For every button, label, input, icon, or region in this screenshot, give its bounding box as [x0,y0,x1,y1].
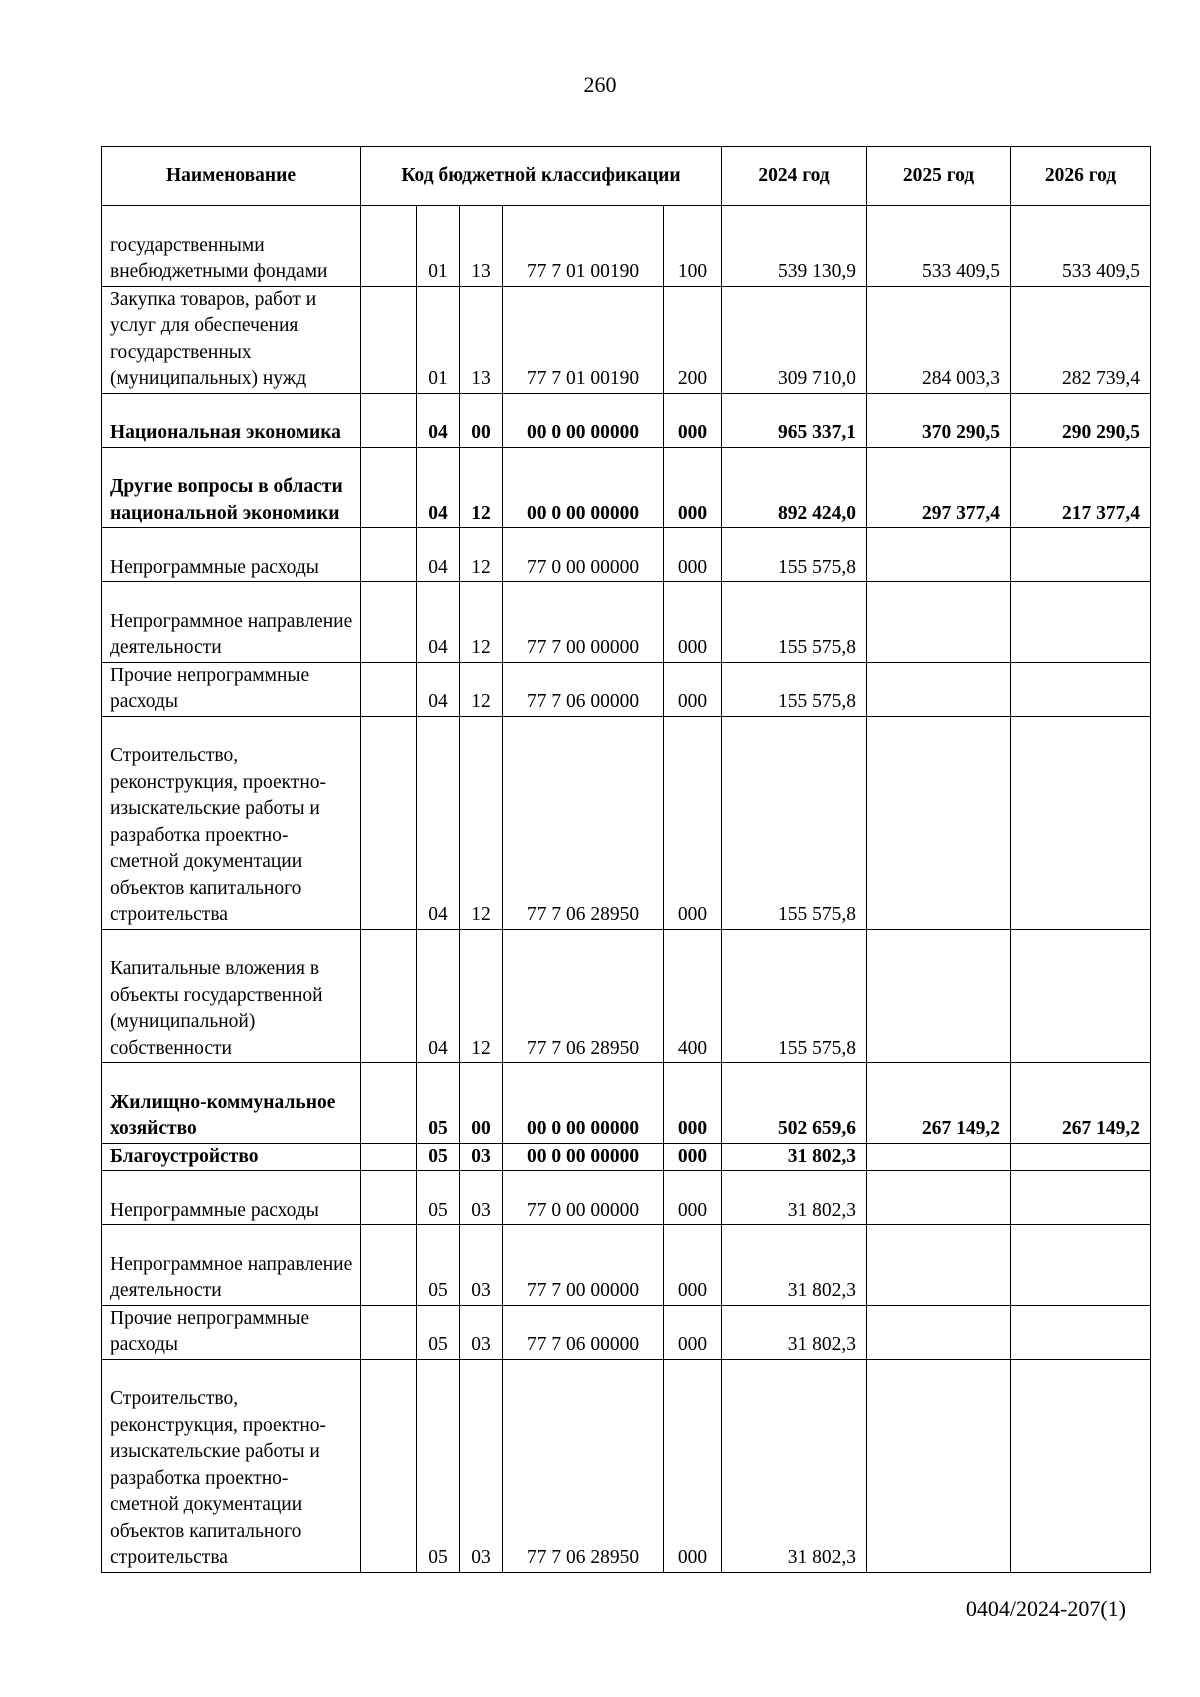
row-target-article: 77 7 06 00000 [503,662,664,716]
row-target-article: 77 7 01 00190 [503,286,664,393]
row-section-code: 05 [417,1143,460,1171]
row-amount-2025: 533 409,5 [867,206,1011,287]
row-subsection-code: 13 [460,286,503,393]
row-blank-cell [361,1063,417,1144]
row-amount-2024: 539 130,9 [722,206,867,287]
row-amount-2025 [867,1143,1011,1171]
table-row [102,1225,1151,1306]
table-row [102,929,1151,1063]
row-amount-2026: 533 409,5 [1011,206,1151,287]
row-expense-type: 000 [664,447,722,528]
row-target-article: 77 7 00 00000 [503,582,664,663]
row-target-article: 00 0 00 00000 [503,393,664,447]
row-amount-2026 [1011,1359,1151,1572]
row-amount-2024: 155 575,8 [722,582,867,663]
row-blank-cell [361,1305,417,1359]
row-section-code: 05 [417,1305,460,1359]
row-target-article: 77 7 06 28950 [503,1359,664,1572]
row-target-article: 77 7 00 00000 [503,1225,664,1306]
row-subsection-code: 00 [460,393,503,447]
row-target-article: 77 7 06 28950 [503,929,664,1063]
row-expense-type: 000 [664,1225,722,1306]
row-amount-2024: 31 802,3 [722,1359,867,1572]
row-section-code: 04 [417,582,460,663]
row-blank-cell [361,286,417,393]
row-amount-2025 [867,662,1011,716]
row-amount-2026 [1011,1171,1151,1225]
row-amount-2025 [867,1359,1011,1572]
row-expense-type: 000 [664,1063,722,1144]
row-name: Прочие непрограммные расходы [102,662,361,716]
row-amount-2026: 290 290,5 [1011,393,1151,447]
row-name: Другие вопросы в области национальной экономики [102,447,361,528]
row-amount-2026 [1011,662,1151,716]
row-amount-2024: 155 575,8 [722,929,867,1063]
row-name: государственными внебюджетными фондами [102,206,361,287]
row-amount-2025 [867,716,1011,929]
row-amount-2024: 31 802,3 [722,1305,867,1359]
row-amount-2024: 309 710,0 [722,286,867,393]
row-amount-2026 [1011,929,1151,1063]
table-row [102,393,1151,447]
table-row [102,528,1151,582]
header-2025: 2025 год [867,147,1011,206]
row-name: Закупка товаров, работ и услуг для обеспечения государственных (муниципальных) нужд [102,286,361,393]
row-subsection-code: 12 [460,528,503,582]
table-row [102,1063,1151,1144]
row-section-code: 04 [417,528,460,582]
row-target-article: 77 7 06 00000 [503,1305,664,1359]
row-section-code: 05 [417,1171,460,1225]
row-name: Непрограммные расходы [102,1171,361,1225]
row-blank-cell [361,206,417,287]
row-subsection-code: 12 [460,582,503,663]
row-blank-cell [361,1225,417,1306]
row-name: Строительство, реконструкция, проектно-изыскательские работы и разработка проектно-сметной документации объектов капитального строительства [102,716,361,929]
row-amount-2024: 31 802,3 [722,1225,867,1306]
row-amount-2025 [867,929,1011,1063]
header-code: Код бюджетной классификации [361,147,722,206]
table-row [102,447,1151,528]
row-expense-type: 000 [664,393,722,447]
row-section-code: 04 [417,662,460,716]
row-subsection-code: 12 [460,447,503,528]
row-amount-2026 [1011,1143,1151,1171]
row-target-article: 00 0 00 00000 [503,1063,664,1144]
row-blank-cell [361,447,417,528]
page-number: 260 [583,72,617,97]
row-amount-2025 [867,582,1011,663]
row-amount-2025: 284 003,3 [867,286,1011,393]
table-row [102,1359,1151,1572]
row-amount-2025 [867,1171,1011,1225]
row-name: Непрограммное направление деятельности [102,1225,361,1306]
row-subsection-code: 12 [460,716,503,929]
row-amount-2025: 370 290,5 [867,393,1011,447]
row-section-code: 04 [417,929,460,1063]
table-body [102,206,1151,1573]
row-amount-2025 [867,1305,1011,1359]
row-expense-type: 000 [664,1359,722,1572]
row-name: Прочие непрограммные расходы [102,1305,361,1359]
row-name: Жилищно-коммунальное хозяйство [102,1063,361,1144]
row-amount-2025 [867,528,1011,582]
row-amount-2026: 267 149,2 [1011,1063,1151,1144]
row-amount-2026 [1011,1305,1151,1359]
table-row [102,1171,1151,1225]
row-expense-type: 000 [664,1305,722,1359]
header-2026: 2026 год [1011,147,1151,206]
row-section-code: 05 [417,1359,460,1572]
row-target-article: 00 0 00 00000 [503,1143,664,1171]
row-amount-2026 [1011,582,1151,663]
row-expense-type: 400 [664,929,722,1063]
table-row [102,206,1151,287]
table-row [102,1305,1151,1359]
row-subsection-code: 03 [460,1359,503,1572]
row-target-article: 77 7 01 00190 [503,206,664,287]
row-name: Национальная экономика [102,393,361,447]
row-blank-cell [361,929,417,1063]
row-subsection-code: 03 [460,1171,503,1225]
row-blank-cell [361,1171,417,1225]
row-section-code: 04 [417,716,460,929]
header-name: Наименование [102,147,361,206]
row-amount-2024: 155 575,8 [722,662,867,716]
row-subsection-code: 13 [460,206,503,287]
row-amount-2024: 155 575,8 [722,716,867,929]
row-blank-cell [361,716,417,929]
row-blank-cell [361,1359,417,1572]
row-expense-type: 000 [664,582,722,663]
row-amount-2024: 965 337,1 [722,393,867,447]
row-target-article: 77 0 00 00000 [503,528,664,582]
table-header-row [102,147,1151,206]
row-amount-2026 [1011,528,1151,582]
row-target-article: 00 0 00 00000 [503,447,664,528]
row-amount-2024: 502 659,6 [722,1063,867,1144]
row-expense-type: 200 [664,286,722,393]
row-subsection-code: 03 [460,1225,503,1306]
row-name: Благоустройство [102,1143,361,1171]
row-expense-type: 000 [664,716,722,929]
row-blank-cell [361,662,417,716]
row-amount-2026 [1011,716,1151,929]
row-expense-type: 000 [664,1143,722,1171]
row-section-code: 01 [417,286,460,393]
row-subsection-code: 12 [460,929,503,1063]
table-row [102,582,1151,663]
row-expense-type: 100 [664,206,722,287]
table-row [102,716,1151,929]
row-amount-2025 [867,1225,1011,1306]
table-row [102,286,1151,393]
row-amount-2026: 282 739,4 [1011,286,1151,393]
row-blank-cell [361,1143,417,1171]
row-amount-2025: 297 377,4 [867,447,1011,528]
row-expense-type: 000 [664,528,722,582]
row-expense-type: 000 [664,662,722,716]
row-amount-2025: 267 149,2 [867,1063,1011,1144]
header-2024: 2024 год [722,147,867,206]
row-amount-2024: 892 424,0 [722,447,867,528]
row-target-article: 77 0 00 00000 [503,1171,664,1225]
row-expense-type: 000 [664,1171,722,1225]
row-blank-cell [361,528,417,582]
row-amount-2024: 31 802,3 [722,1171,867,1225]
row-blank-cell [361,582,417,663]
table-row [102,662,1151,716]
row-name: Капитальные вложения в объекты государственной (муниципальной) собственности [102,929,361,1063]
row-section-code: 05 [417,1225,460,1306]
row-subsection-code: 03 [460,1143,503,1171]
row-amount-2024: 155 575,8 [722,528,867,582]
table-row [102,1143,1151,1171]
row-blank-cell [361,393,417,447]
row-amount-2026 [1011,1225,1151,1306]
row-name: Непрограммные расходы [102,528,361,582]
row-subsection-code: 12 [460,662,503,716]
row-name: Строительство, реконструкция, проектно-изыскательские работы и разработка проектно-сметной документации объектов капитального строительства [102,1359,361,1572]
row-section-code: 05 [417,1063,460,1144]
row-amount-2026: 217 377,4 [1011,447,1151,528]
row-target-article: 77 7 06 28950 [503,716,664,929]
row-subsection-code: 03 [460,1305,503,1359]
row-section-code: 04 [417,393,460,447]
row-section-code: 01 [417,206,460,287]
row-subsection-code: 00 [460,1063,503,1144]
document-code: 0404/2024-207(1) [965,1596,1126,1621]
row-name: Непрограммное направление деятельности [102,582,361,663]
row-amount-2024: 31 802,3 [722,1143,867,1171]
row-section-code: 04 [417,447,460,528]
budget-table [101,146,1151,1573]
